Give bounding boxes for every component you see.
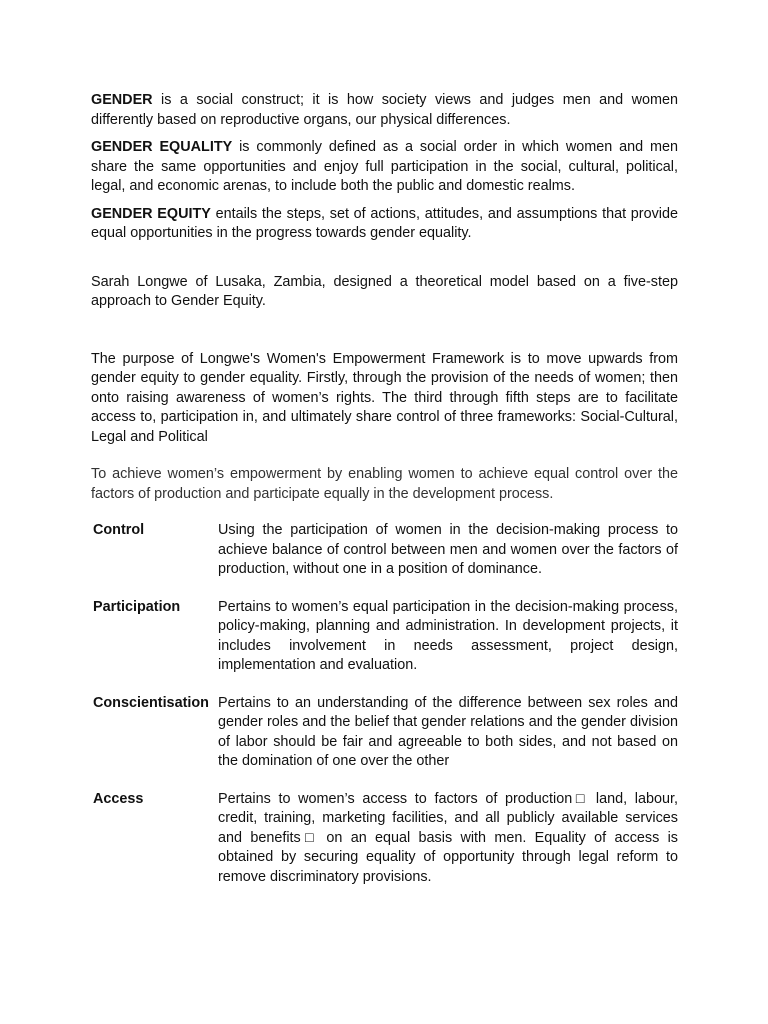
- definition-gender-equality: [91, 138, 678, 197]
- definition-term: GENDER EQUITY: [91, 205, 211, 222]
- definition-text: is a social construct; it is how society views and judges men and women differently based on reproductive organs, our physical differences.: [91, 92, 678, 128]
- framework-description: Pertains to women’s equal participation in the decision-making process, policy-making, planning and administration. In development projects, it includes involvement in needs assessment, project design, implementation and evaluation.: [218, 598, 678, 673]
- definition-term: GENDER EQUALITY: [91, 139, 233, 155]
- definition-text: entails the steps, set of actions, attitudes, and assumptions that provide equal opportunities in the progress towards gender equality.: [91, 205, 679, 241]
- definition-term: GENDER: [91, 92, 153, 108]
- goal-paragraph: To achieve women’s empowerment by enabling women to achieve equal control over the factors of production and participate equally in the development process.: [91, 466, 678, 502]
- purpose-paragraph: The purpose of Longwe's Women's Empowerment Framework is to move upwards from gender equity to gender equality. Firstly, through the provision of the needs of women; then onto raising awareness of women’s rights. The third through fifth steps are to facilitate access to, participation in, and ultimately share control of three frameworks: Social-Cultural, Legal and Political: [91, 350, 678, 445]
- framework-table: [91, 521, 678, 887]
- definition-text: is commonly defined as a social order in which women and men share the same opportunities and enjoy full participation in the social, cultural, political, legal, and economic arenas, to include both the public and domestic realms.: [91, 139, 678, 194]
- document-page: [91, 91, 678, 905]
- framework-row-access: [91, 790, 678, 888]
- framework-row-conscientisation: [91, 694, 678, 772]
- framework-label: Participation: [93, 598, 181, 615]
- definition-gender: [91, 91, 678, 130]
- framework-label: Control: [93, 522, 145, 538]
- framework-row-control: [91, 521, 678, 580]
- framework-description: Using the participation of women in the decision-making process to achieve balance of control between men and women over the factors of production, without one in a position of dominance.: [218, 522, 678, 577]
- intro-paragraph: Sarah Longwe of Lusaka, Zambia, designed a theoretical model based on a five-step approach to Gender Equity.: [91, 273, 678, 309]
- framework-row-participation: [91, 598, 678, 676]
- definition-gender-equity: [91, 205, 678, 244]
- framework-label: Access: [93, 790, 144, 807]
- framework-description: Pertains to women’s access to factors of production□ land, labour, credit, training, marketing facilities, and all publicly available services and benefits□ on an equal basis with men. Equality of access is obtained by securing equality of opportunity through legal reform to remove discriminatory provisions.: [218, 790, 678, 885]
- framework-description: Pertains to an understanding of the difference between sex roles and gender roles and the belief that gender relations and the gender division of labor should be fair and agreeable to both sides, and not based on the domination of one over the other: [218, 694, 678, 769]
- framework-label: Conscientisation: [93, 694, 209, 711]
